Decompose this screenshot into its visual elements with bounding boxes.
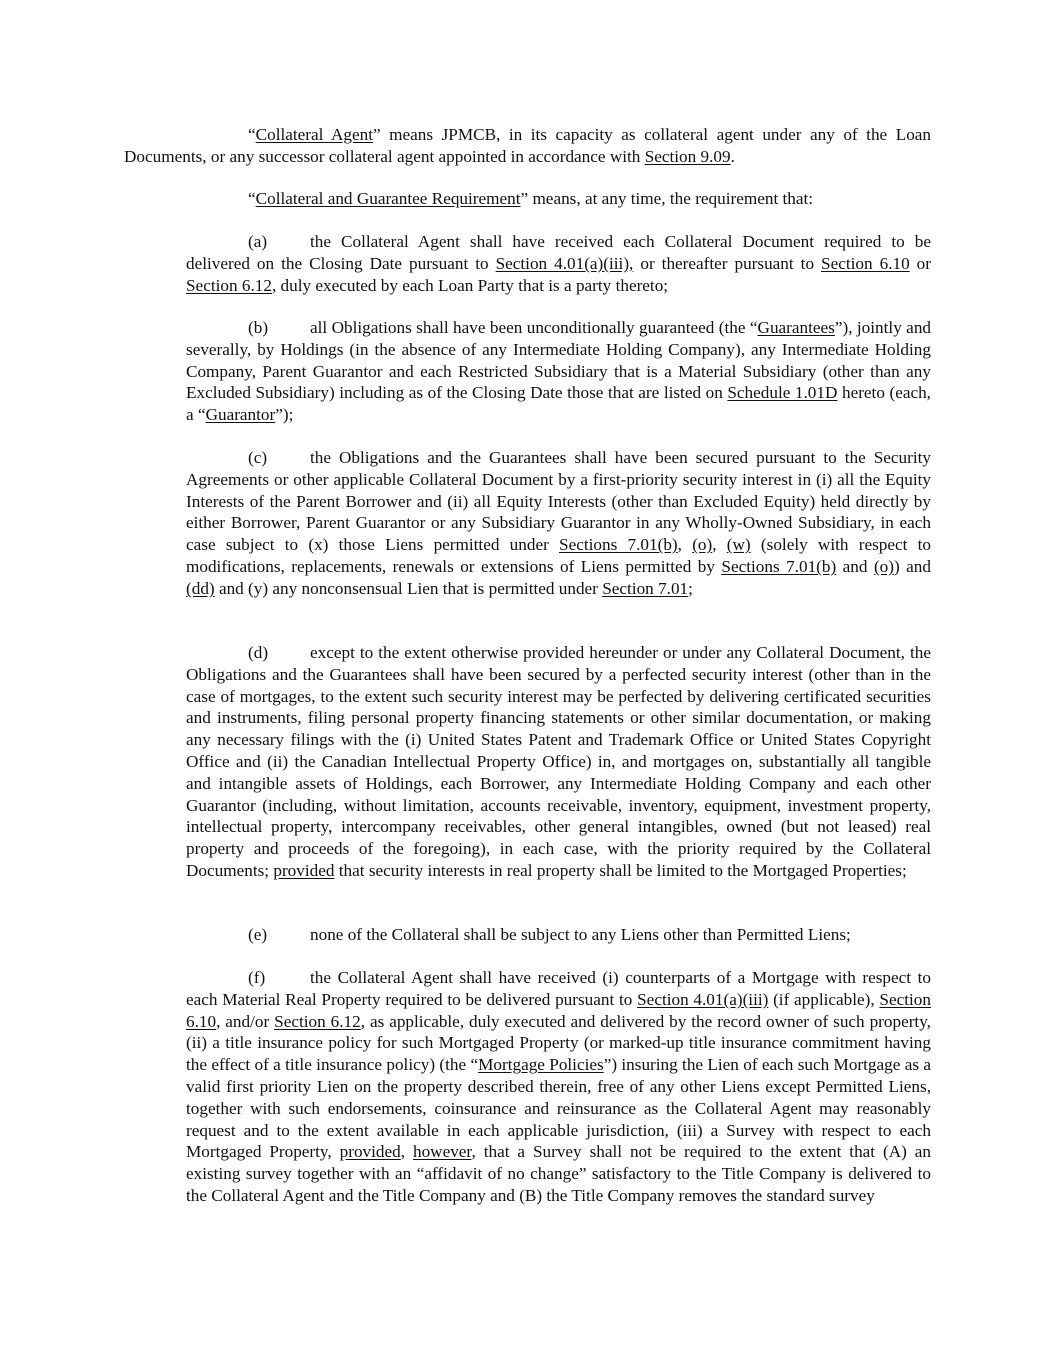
- defined-term: Mortgage Policies: [478, 1055, 604, 1075]
- clause-label: (a): [248, 232, 268, 251]
- clause-label: (f): [248, 968, 266, 987]
- section-reference: Section 4.01(a)(iii),: [495, 253, 634, 273]
- section-reference: Sections 7.01(b): [559, 535, 678, 555]
- section-reference: (o): [873, 556, 894, 576]
- definition-collateral-agent: “Collateral Agent” means JPMCB, in its capacity as collateral agent under any of the Loan Documents, or any successor collateral agent appointed in accordance with Section 9.09.: [124, 125, 932, 166]
- clause-b: (b) all Obligations shall have been unconditionally guaranteed (the “Guarantees”), jointly and severally, by Holdings (in the absence of any Intermediate Holding Company), any Intermediate Holding Company, Parent Guarantor and each Restricted Subsidiary that is a Material Subsidiary (other than any Excluded Subsidiary) including as of the Closing Date those that are listed on Schedule 1.01D hereto (each, a “Guarantor”);: [186, 318, 932, 425]
- section-reference: (dd): [186, 578, 215, 598]
- proviso-term: provided: [339, 1142, 401, 1162]
- clause-label: (d): [248, 643, 269, 662]
- section-reference: Section 6.12: [274, 1011, 361, 1031]
- clause-label: (c): [248, 448, 268, 467]
- defined-term: Collateral Agent: [255, 125, 373, 144]
- defined-term: Collateral and Guarantee Requirement: [255, 189, 521, 208]
- clause-e: (e) none of the Collateral shall be subject to any Liens other than Permitted Liens;: [248, 925, 851, 944]
- defined-term: Guarantor: [205, 405, 276, 425]
- section-reference: Section 6.12: [186, 275, 272, 295]
- schedule-reference: Schedule 1.01D: [727, 383, 838, 403]
- clause-c: (c) the Obligations and the Guarantees shall have been secured pursuant to the Security Agreements or other applicable Collateral Document by a first-priority security interest in (i) all the Equity Interests of the Parent Borrower and (ii) all Equity Interests (other than Excluded Equity) held directly by either Borrower, Parent Guarantor or any Subsidiary Guarantor in any Wholly-Owned Subsidiary, in each case subject to (x) those Liens permitted under Sections 7.01(b), (o), (w) (solely with respect to modifications, replacements, renewals or extensions of Liens permitted by Sections 7.01(b) and (o)) and (dd) and (y) any nonconsensual Lien that is permitted under Section 7.01;: [186, 448, 932, 598]
- section-reference: Section 4.01(a)(iii): [637, 989, 769, 1009]
- proviso-term: however: [412, 1142, 472, 1162]
- section-reference: Section 6.10: [186, 989, 931, 1031]
- clause-label: (e): [248, 925, 268, 944]
- clause-a: (a) the Collateral Agent shall have received each Collateral Document required to be delivered on the Closing Date pursuant to Section 4.01(a)(iii), or thereafter pursuant to Section 6.10 or Section 6.12, duly executed by each Loan Party that is a party thereto;: [186, 232, 931, 295]
- section-reference: (o): [692, 535, 713, 555]
- clause-label: (b): [248, 318, 269, 337]
- section-reference: Section 6.10: [821, 253, 910, 273]
- section-reference: Section 7.01: [602, 578, 689, 598]
- clause-d: (d) except to the extent otherwise provided hereunder or under any Collateral Document, the Obligations and the Guarantees shall have been secured by a perfected security interest (other than in the case of mortgages, to the extent such security interest may be perfected by delivering certificated securities and instruments, filing personal property financing statements or other similar documentation, or making any necessary filings with the (i) United States Patent and Trademark Office or United States Copyright Office and (ii) the Canadian Intellectual Property Office) in, and mortgages on, substantially all tangible and intangible assets of Holdings, each Borrower, any Intermediate Holding Company and each other Guarantor (including, without limitation, accounts receivable, inventory, equipment, investment property, intellectual property, intercompany receivables, other general intangibles, owned (but not leased) real property and proceeds of the foregoing), in each case, with the priority required by the Collateral Documents; provided that security interests in real property shall be limited to the Mortgaged Properties;: [186, 643, 931, 880]
- section-reference: Sections 7.01(b): [721, 556, 837, 576]
- clause-f: (f) the Collateral Agent shall have received (i) counterparts of a Mortgage with respect to each Material Real Property required to be delivered pursuant to Section 4.01(a)(iii) (if applicable), Section 6.10, and/or Section 6.12, as applicable, duly executed and delivered by the record owner of such property, (ii) a title insurance policy for such Mortgaged Property (or marked-up title insurance commitment having the effect of a title insurance policy) (the “Mortgage Policies”) insuring the Lien of each such Mortgage as a valid first priority Lien on the property described therein, free of any other Liens except Permitted Liens, together with such endorsements, coinsurance and reinsurance as the Collateral Agent may reasonably request and to the extent available in each applicable jurisdiction, (iii) a Survey with respect to each Mortgaged Property, provided, however, that a Survey shall not be required to the extent that (A) an existing survey together with an “affidavit of no change” satisfactory to the Title Company is delivered to the Collateral Agent and the Title Company and (B) the Title Company removes the standard survey: [186, 968, 932, 1205]
- defined-term: Guarantees: [757, 318, 835, 337]
- definition-collateral-guarantee-requirement: “Collateral and Guarantee Requirement” means, at any time, the requirement that:: [248, 189, 814, 208]
- section-reference: Section 9.09: [644, 146, 731, 166]
- section-reference: (w): [726, 535, 751, 555]
- proviso-term: provided: [273, 860, 335, 880]
